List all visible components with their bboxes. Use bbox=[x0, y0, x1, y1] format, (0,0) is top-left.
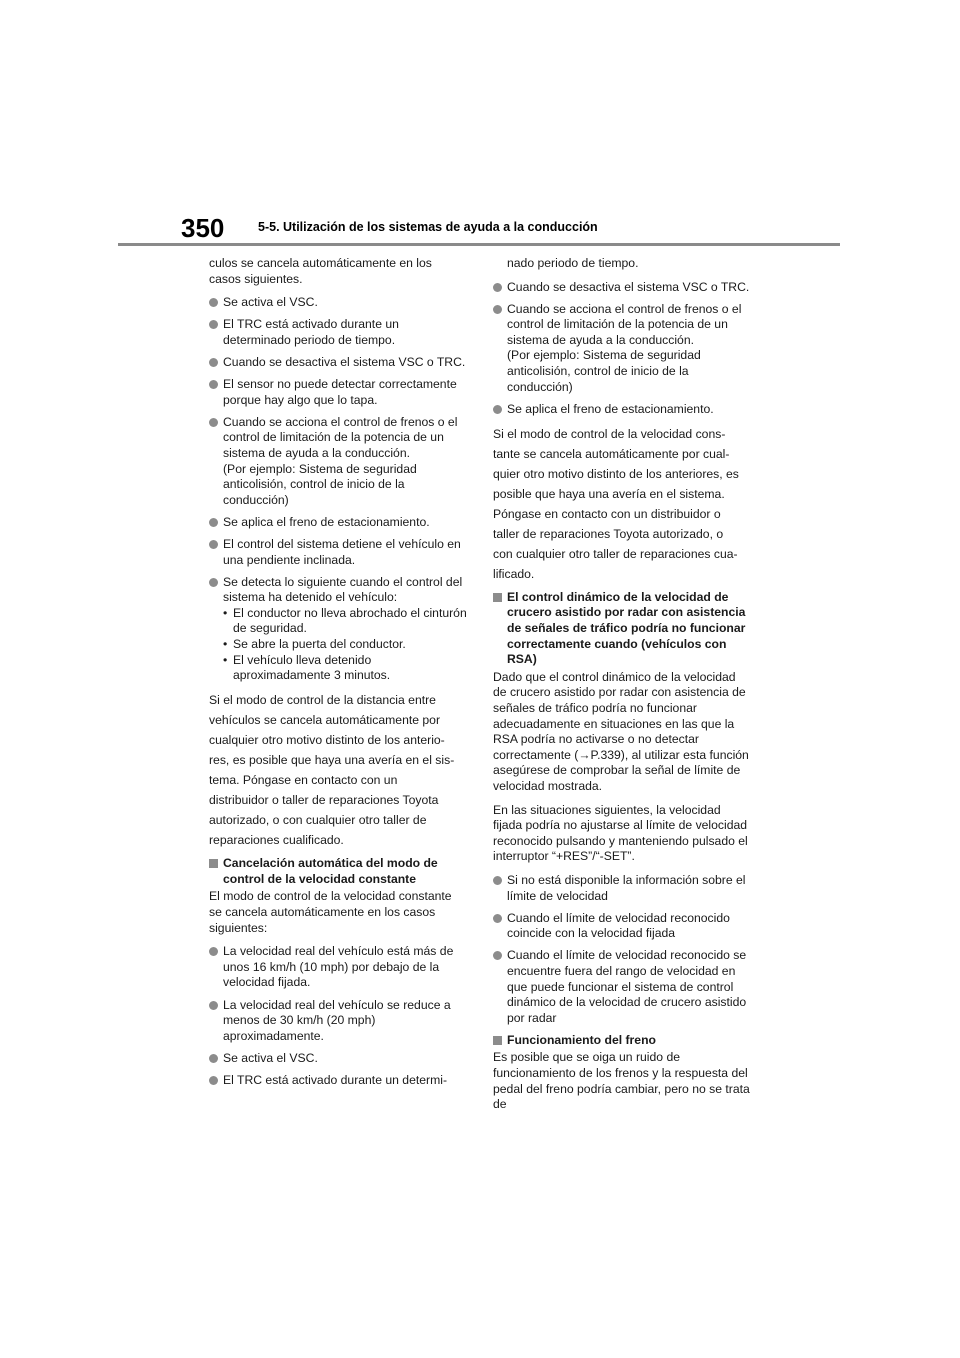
paragraph: nado periodo de tiempo. bbox=[507, 256, 639, 270]
list-item: Se aplica el freno de estacionamiento. bbox=[209, 515, 467, 531]
paragraph-line: Si el modo de control de la distancia entre bbox=[209, 693, 436, 708]
list-item: La velocidad real del vehículo se reduce a menos de 30 km/h (20 mph) aproximadamente. bbox=[209, 998, 467, 1045]
paragraph-line: reparaciones cualificado. bbox=[209, 833, 344, 848]
paragraph-line: tante se cancela automáticamente por cual- bbox=[493, 446, 730, 461]
paragraph-line: con cualquier otro taller de reparaciones cua- bbox=[493, 546, 738, 561]
paragraph-line: Póngase en contacto con un distribuidor o bbox=[493, 506, 721, 521]
bullet-dot-icon bbox=[209, 1001, 218, 1010]
header-divider bbox=[118, 243, 840, 246]
paragraph: El modo de control de la velocidad constante se cancela automáticamente en los casos siguientes: bbox=[209, 889, 452, 935]
list-item: Se aplica el freno de estacionamiento. bbox=[493, 402, 751, 418]
bullet-dot-icon bbox=[209, 518, 218, 527]
bullet-dot-icon bbox=[493, 283, 502, 292]
bullet-dot-icon bbox=[209, 380, 218, 389]
list-item: El TRC está activado durante un determi- bbox=[209, 1073, 467, 1089]
paragraph-line: lificado. bbox=[493, 566, 535, 581]
list-item: El TRC está activado durante un determinado periodo de tiempo. bbox=[209, 317, 467, 348]
section-heading: Cancelación automática del modo de control de la velocidad constante bbox=[209, 856, 467, 887]
sub-list-item: • El conductor no lleva abrochado el cinturón de seguridad. bbox=[223, 606, 467, 637]
paragraph: Es posible que se oiga un ruido de funcionamiento de los frenos y la respuesta del pedal del freno podría cambiar, pero no se trata de bbox=[493, 1050, 750, 1112]
list-item: Si no está disponible la información sobre el límite de velocidad bbox=[493, 873, 751, 904]
paragraph-line: autorizado, o con cualquier otro taller de bbox=[209, 813, 427, 828]
paragraph-line: distribuidor o taller de reparaciones Toyota bbox=[209, 793, 439, 808]
bullet-dot-icon bbox=[209, 540, 218, 549]
sub-list-item: • Se abre la puerta del conductor. bbox=[223, 637, 467, 653]
paragraph-line: taller de reparaciones Toyota autorizado, o bbox=[493, 526, 724, 541]
list-item: Cuando el límite de velocidad reconocido se encuentre fuera del rango de velocidad en que puede funcionar el sistema de control dinámico de la velocidad de crucero asistido por radar bbox=[493, 948, 751, 1026]
square-bullet-icon bbox=[493, 593, 502, 602]
bullet-dot-icon bbox=[493, 305, 502, 314]
list-item: Cuando se acciona el control de frenos o el control de limitación de la potencia de un sistema de ayuda a la conducción. (Por ejemplo: Sistema de seguridad anticolisión, control de inicio de la conducción) bbox=[493, 302, 751, 396]
square-bullet-icon bbox=[209, 859, 218, 868]
bullet-dot-icon bbox=[209, 358, 218, 367]
list-item: El control del sistema detiene el vehículo en una pendiente inclinada. bbox=[209, 537, 467, 568]
bullet-dot-icon bbox=[209, 1076, 218, 1085]
bullet-dot-icon bbox=[493, 405, 502, 414]
paragraph-line: posible que haya una avería en el sistema. bbox=[493, 486, 725, 501]
list-item: Se activa el VSC. bbox=[209, 295, 467, 311]
list-item: Cuando se desactiva el sistema VSC o TRC. bbox=[209, 355, 467, 371]
paragraph: Dado que el control dinámico de la velocidad de crucero asistido por radar con asistencia de señales de tráfico podría no funcionar adecuadamente en situaciones en las que la RSA podría no activarse o no detectar correctamente (→P.339), al utilizar esta función asegúrese de comprobar la señal de límite de velocidad mostrada. bbox=[493, 669, 749, 793]
paragraph: culos se cancela automáticamente en los casos siguientes. bbox=[209, 256, 432, 286]
bullet-dot-icon bbox=[209, 947, 218, 956]
bullet-dot-icon bbox=[209, 1054, 218, 1063]
chapter-title: 5-5. Utilización de los sistemas de ayuda a la conducción bbox=[258, 220, 598, 234]
list-item: El sensor no puede detectar correctamente porque hay algo que lo tapa. bbox=[209, 377, 467, 408]
page-number: 350 bbox=[181, 213, 225, 243]
bullet-dot-icon bbox=[209, 418, 218, 427]
sub-list-item: • El vehículo lleva detenido aproximadamente 3 minutos. bbox=[223, 653, 467, 684]
bullet-dot-icon bbox=[209, 320, 218, 329]
bullet-dot-icon bbox=[493, 914, 502, 923]
bullet-dot-icon bbox=[493, 951, 502, 960]
list-item: Se activa el VSC. bbox=[209, 1051, 467, 1067]
list-item: Cuando se desactiva el sistema VSC o TRC. bbox=[493, 280, 751, 296]
list-item: Cuando el límite de velocidad reconocido coincide con la velocidad fijada bbox=[493, 911, 751, 942]
bullet-dot-icon bbox=[209, 298, 218, 307]
list-item: Cuando se acciona el control de frenos o el control de limitación de la potencia de un sistema de ayuda a la conducción. (Por ejemplo: Sistema de seguridad anticolisión, control de inicio de la conducción) bbox=[209, 415, 467, 509]
paragraph: En las situaciones siguientes, la velocidad fijada podría no ajustarse al límite de velocidad reconocido pulsando y manteniendo pulsado el interruptor “+RES”/“-SET”. bbox=[493, 802, 748, 864]
bullet-dot-icon bbox=[493, 876, 502, 885]
paragraph-line: vehículos se cancela automáticamente por bbox=[209, 713, 441, 728]
right-column bbox=[493, 256, 751, 1121]
list-item: Se detecta lo siguiente cuando el control del sistema ha detenido el vehículo: • El conductor no lleva abrochado el cinturón de seguridad. • Se abre la puerta del conductor. • El vehículo lleva detenido aproximadamente 3 minutos. bbox=[209, 575, 467, 684]
left-column bbox=[209, 256, 467, 1095]
paragraph-line: quier otro motivo distinto de los anteriores, es bbox=[493, 466, 739, 481]
section-heading: Funcionamiento del freno bbox=[493, 1033, 751, 1049]
paragraph-line: res, es posible que haya una avería en el sis- bbox=[209, 753, 455, 768]
paragraph-line: tema. Póngase en contacto con un bbox=[209, 773, 398, 788]
paragraph-line: cualquier otro motivo distinto de los anterio- bbox=[209, 733, 445, 748]
section-heading: El control dinámico de la velocidad de crucero asistido por radar con asistencia de señales de tráfico podría no funcionar correctamente cuando (vehículos con RSA) bbox=[493, 590, 751, 668]
bullet-dot-icon bbox=[209, 578, 218, 587]
list-item: La velocidad real del vehículo está más de unos 16 km/h (10 mph) por debajo de la velocidad fijada. bbox=[209, 944, 467, 991]
square-bullet-icon bbox=[493, 1036, 502, 1045]
paragraph-line: Si el modo de control de la velocidad cons- bbox=[493, 426, 726, 441]
